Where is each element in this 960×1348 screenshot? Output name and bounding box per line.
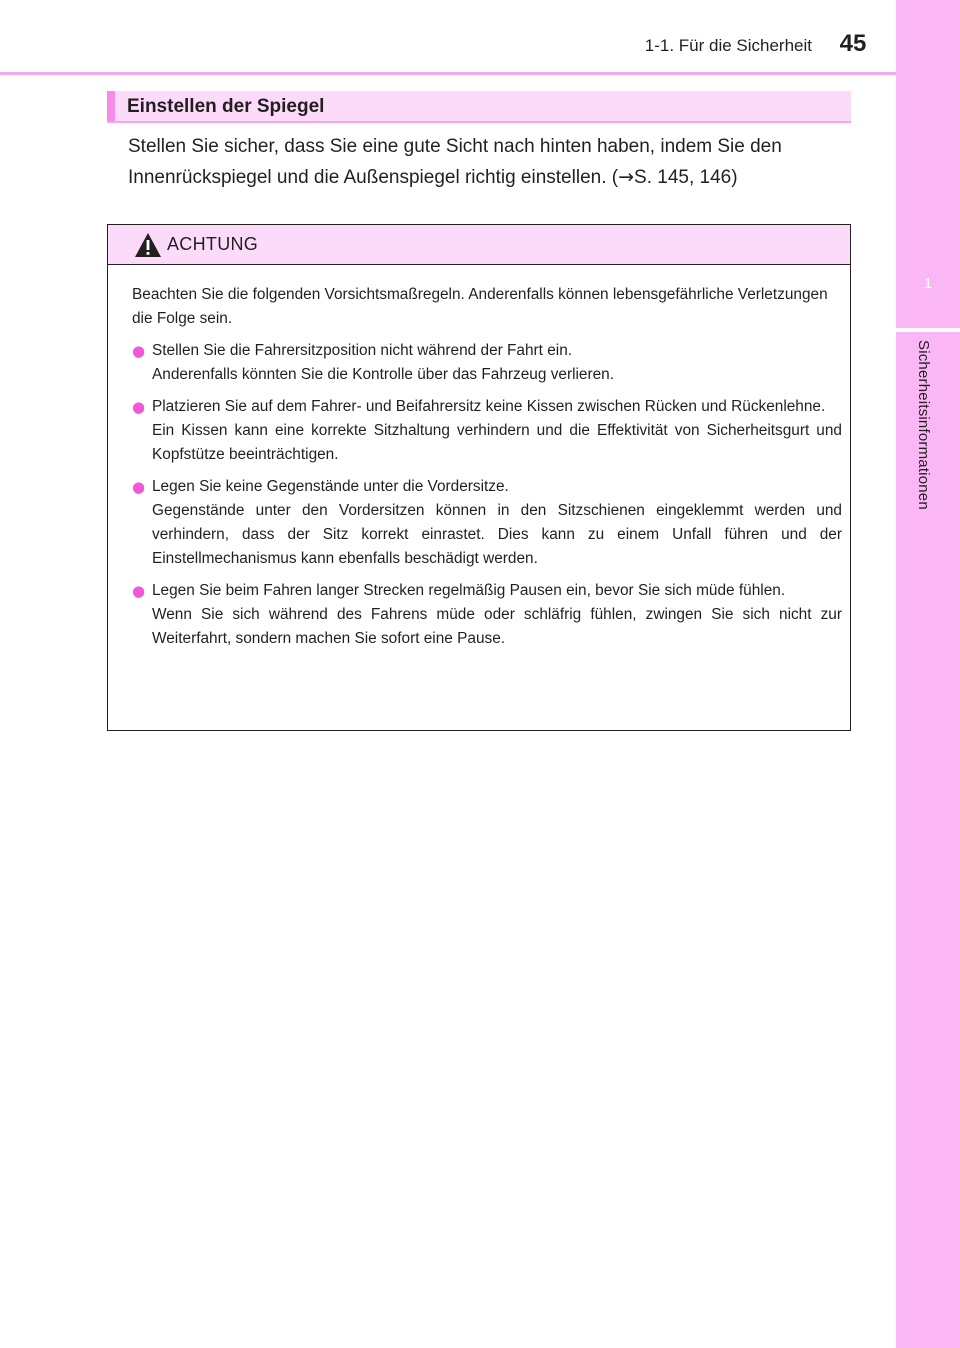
warning-lead-line-2: Anderenfalls können lebensgefährliche Verletzungen die Folge sein. [132,286,828,327]
warning-item-main: Platzieren Sie auf dem Fahrer- und Beifahrersitz keine Kissen zwischen Rücken und Rückenlehne. [152,398,826,415]
chapter-side-tab [896,0,960,1348]
warning-item-main: Stellen Sie die Fahrersitzposition nicht während der Fahrt ein. [152,342,573,359]
chapter-title: Sicherheitsinformationen [915,340,932,510]
page-number: 45 [839,30,867,57]
section-heading [107,91,851,123]
section-heading-text: Einstellen der Spiegel [127,96,325,117]
intro-line-1: Stellen Sie sicher, dass Sie eine gute Sicht nach hinten haben, indem Sie den [128,136,782,157]
intro-line-2 [128,162,858,193]
warning-item-main: Legen Sie beim Fahren langer Strecken regelmäßig Pausen ein, bevor Sie sich müde fühlen. [152,582,786,599]
intro-paragraph [128,132,858,193]
warning-lead-line-1: Beachten Sie die folgenden Vorsichtsmaßregeln. [132,286,465,303]
section-heading-accent-bar [107,91,115,121]
warning-body [132,283,842,659]
warning-box [107,224,851,731]
warning-item [132,395,842,467]
warning-item-detail: Gegenstände unter den Vordersitzen können in den Sitzschienen eingeklemmt werden und verhindern, dass der Sitz korrekt einrastet. Dies kann zu einem Unfall führen und der Einstellmechanismus kann ebenfalls beschädigt werden. [152,502,842,567]
warning-item-main: Legen Sie keine Gegenstände unter die Vordersitze. [152,478,509,495]
warning-item-detail: Ein Kissen kann eine korrekte Sitzhaltung verhindern und die Effektivität von Sicherheitsgurt und Kopfstütze beeinträchtigen. [152,422,842,463]
warning-item [132,579,842,651]
warning-item [132,339,842,387]
warning-lead [132,283,842,331]
side-tab-divider [896,328,960,332]
bullet-icon: ● [132,582,146,600]
bullet-icon: ● [132,342,146,360]
warning-item-detail: Anderenfalls könnten Sie die Kontrolle über das Fahrzeug verlieren. [152,366,614,383]
header-divider [0,72,896,75]
warning-title: ACHTUNG [167,234,259,254]
running-header: 1-1. Für die Sicherheit [644,36,812,55]
chapter-number: 1 [923,275,933,292]
intro-line-2-text: Innenrückspiegel und die Außenspiegel richtig einstellen. ( [128,167,619,188]
warning-item [132,475,842,571]
arrow-right-icon: → [618,166,635,188]
warning-item-detail: Wenn Sie sich während des Fahrens müde oder schläfrig fühlen, zwingen Sie sich nicht zur Weiterfahrt, sondern machen Sie sofort eine Pause. [152,606,842,647]
warning-triangle-icon [134,232,162,258]
bullet-icon: ● [132,398,146,416]
page-reference: S. 145, 146) [634,167,738,188]
bullet-icon: ● [132,478,146,496]
warning-header [108,225,850,265]
